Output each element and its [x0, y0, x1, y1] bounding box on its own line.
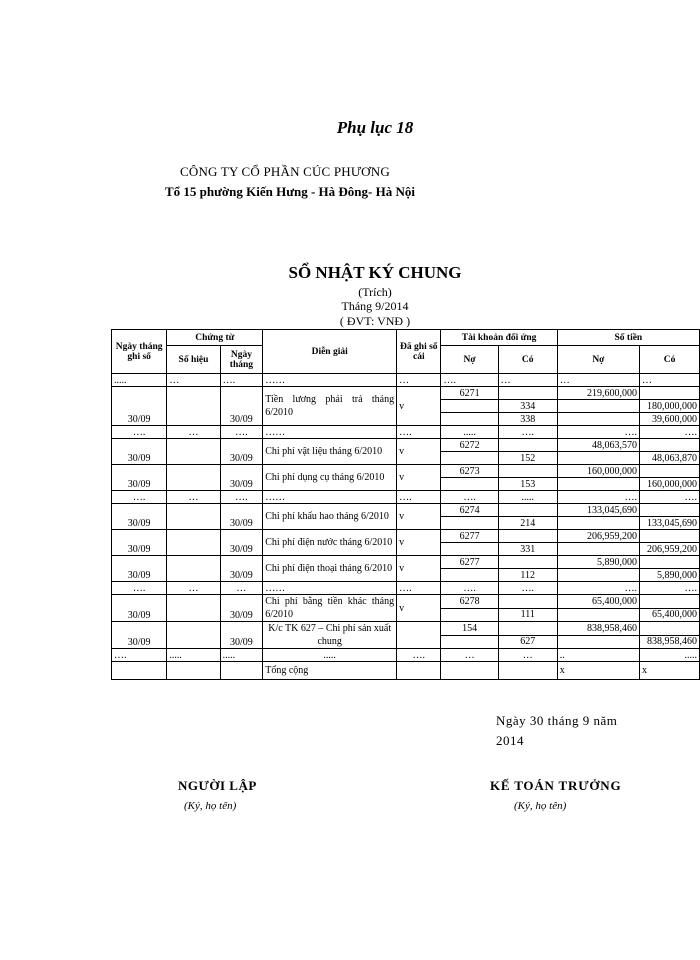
- cell-dots: ….: [397, 491, 441, 504]
- cell-dots: ……: [263, 582, 397, 595]
- cell-dots: ……: [263, 491, 397, 504]
- cell-dots: …: [220, 582, 263, 595]
- cell-credit-amount: 5,890,000: [640, 569, 700, 582]
- cell-date: 30/09: [112, 387, 167, 426]
- cell-dots: ….: [557, 426, 639, 439]
- header-record-date: Ngày tháng ghi sổ: [112, 330, 167, 374]
- cell-posted: v: [397, 465, 441, 491]
- cell-posted: v: [397, 439, 441, 465]
- cell-dots: ….: [220, 491, 263, 504]
- cell-dots: ….: [498, 582, 557, 595]
- header-voucher: Chứng từ: [167, 330, 263, 346]
- cell-posted: v: [397, 595, 441, 622]
- header-credit-amount: Có: [640, 346, 700, 374]
- table-row: [112, 465, 700, 478]
- table-row-total: [112, 662, 700, 680]
- cell-credit-account: 331: [498, 543, 557, 556]
- cell-dots: ….: [112, 491, 167, 504]
- table-row: [112, 530, 700, 543]
- cell-debit-account: 6277: [441, 530, 498, 543]
- cell-debit-amount: 219,600,000: [557, 387, 639, 400]
- cell-credit-amount: 180,000,000: [640, 400, 700, 413]
- total-debit-mark: x: [557, 662, 639, 680]
- cell-date: 30/09: [112, 530, 167, 556]
- company-name: CÔNG TY CỔ PHẦN CÚC PHƯƠNG: [180, 164, 390, 179]
- cell-voucher-date: 30/09: [220, 387, 263, 426]
- cell-dots: ….: [498, 426, 557, 439]
- cell-dots: ….: [397, 649, 441, 662]
- cell-date: 30/09: [112, 622, 167, 649]
- cell-credit-amount: 206,959,200: [640, 543, 700, 556]
- cell-credit-amount: 39,600,000: [640, 413, 700, 426]
- header-credit-account: Có: [498, 346, 557, 374]
- table-row: [112, 622, 700, 636]
- cell-date: 30/09: [112, 504, 167, 530]
- cell-credit-amount: 133,045,690: [640, 517, 700, 530]
- cell-credit-account: 112: [498, 569, 557, 582]
- cell-dots: ….: [397, 582, 441, 595]
- cell-dots: ……: [263, 374, 397, 387]
- table-row: [112, 491, 700, 504]
- cell-debit-account: 6278: [441, 595, 498, 609]
- cell-dots: …: [167, 374, 220, 387]
- cell-posted: v: [397, 387, 441, 426]
- cell-voucher-date: 30/09: [220, 530, 263, 556]
- company-address: Tổ 15 phường Kiến Hưng - Hà Đông- Hà Nội: [165, 184, 415, 199]
- cell-date: 30/09: [112, 439, 167, 465]
- cell-debit-amount: 65,400,000: [557, 595, 639, 609]
- table-row: [112, 426, 700, 439]
- cell-dots: ..: [557, 649, 639, 662]
- cell-dots: ….: [397, 426, 441, 439]
- cell-credit-account: 152: [498, 452, 557, 465]
- cell-credit-amount: 160,000,000: [640, 478, 700, 491]
- cell-dots: .....: [441, 426, 498, 439]
- chief-accountant-title: KẾ TOÁN TRƯỞNG: [490, 778, 622, 793]
- signature-date: Ngày 30 tháng 9 năm 2014: [496, 713, 618, 748]
- cell-voucher-date: 30/09: [220, 556, 263, 582]
- cell-dots: ….: [441, 582, 498, 595]
- cell-dots: ….: [557, 582, 639, 595]
- cell-voucher-date: 30/09: [220, 595, 263, 622]
- cell-dots: ….: [640, 426, 700, 439]
- cell-debit-amount: 160,000,000: [557, 465, 639, 478]
- cell-voucher-date: 30/09: [220, 622, 263, 649]
- cell-posted: v: [397, 504, 441, 530]
- header-debit-account: Nợ: [441, 346, 498, 374]
- cell-debit-amount: 838,958,460: [557, 622, 639, 636]
- table-row: [112, 374, 700, 387]
- cell-dots: …: [441, 649, 498, 662]
- cell-description: Chi phí điện nước tháng 6/2010: [263, 530, 397, 556]
- document-title: SỔ NHẬT KÝ CHUNG: [288, 263, 462, 282]
- cell-dots: .....: [263, 649, 397, 662]
- cell-debit-account: 6274: [441, 504, 498, 517]
- preparer-title: NGƯỜI LẬP: [178, 778, 257, 793]
- cell-dots: …: [498, 649, 557, 662]
- cell-description: Chi phí bằng tiền khác tháng 6/2010: [263, 595, 397, 622]
- cell-debit-amount: 48,063,570: [557, 439, 639, 452]
- table-row: [112, 595, 700, 609]
- table-row: [112, 556, 700, 569]
- appendix-title: Phụ lục 18: [336, 118, 414, 137]
- cell-debit-account: 6272: [441, 439, 498, 452]
- cell-voucher-date: 30/09: [220, 504, 263, 530]
- table-row: [112, 439, 700, 452]
- total-label: Tổng cộng: [263, 662, 397, 680]
- total-credit-mark: x: [640, 662, 700, 680]
- table-row: [112, 387, 700, 400]
- cell-dots: ….: [112, 582, 167, 595]
- cell-dots: ….: [112, 649, 167, 662]
- cell-debit-account: 6277: [441, 556, 498, 569]
- chief-sign-note: (Ký, họ tên): [514, 800, 567, 812]
- cell-dots: …: [167, 491, 220, 504]
- document-subtitle: (Trích): [358, 285, 392, 299]
- cell-dots: …: [167, 582, 220, 595]
- header-accounts: Tài khoản đối ứng: [441, 330, 557, 346]
- cell-dots: …: [640, 374, 700, 387]
- cell-dots: ….: [640, 582, 700, 595]
- cell-debit-amount: 206,959,200: [557, 530, 639, 543]
- cell-credit-account: 111: [498, 608, 557, 622]
- currency-unit: ( ĐVT: VNĐ ): [339, 314, 411, 328]
- cell-dots: ….: [557, 491, 639, 504]
- cell-dots: .....: [220, 649, 263, 662]
- header-amount: Số tiền: [557, 330, 699, 346]
- cell-credit-amount: 48,063,870: [640, 452, 700, 465]
- cell-credit-account: 627: [498, 635, 557, 649]
- header-posted: Đã ghi sổ cái: [397, 330, 441, 374]
- cell-dots: .....: [498, 491, 557, 504]
- cell-description: Tiền lương phải trả tháng 6/2010: [263, 387, 397, 426]
- cell-description: Chi phí điện thoại tháng 6/2010: [263, 556, 397, 582]
- cell-debit-amount: 5,890,000: [557, 556, 639, 569]
- cell-dots: .....: [112, 374, 167, 387]
- cell-credit-amount: 65,400,000: [640, 608, 700, 622]
- cell-description: K/c TK 627 – Chi phí sản xuất chung: [263, 622, 397, 649]
- cell-debit-account: 154: [441, 622, 498, 636]
- cell-posted: v: [397, 556, 441, 582]
- cell-dots: ….: [112, 426, 167, 439]
- cell-dots: ….: [441, 374, 498, 387]
- cell-credit-account: 214: [498, 517, 557, 530]
- cell-dots: ….: [441, 491, 498, 504]
- table-row: [112, 504, 700, 517]
- cell-dots: ….: [220, 426, 263, 439]
- cell-dots: …: [397, 374, 441, 387]
- cell-dots: …: [557, 374, 639, 387]
- preparer-sign-note: (Ký, họ tên): [184, 800, 237, 812]
- cell-debit-account: 6273: [441, 465, 498, 478]
- header-voucher-no: Số hiệu: [167, 346, 220, 374]
- table-row: [112, 649, 700, 662]
- cell-credit-account: 334: [498, 400, 557, 413]
- cell-debit-amount: 133,045,690: [557, 504, 639, 517]
- header-voucher-date: Ngày tháng: [220, 346, 263, 374]
- cell-dots: ….: [220, 374, 263, 387]
- cell-dots: …: [498, 374, 557, 387]
- cell-date: 30/09: [112, 556, 167, 582]
- cell-credit-account: 338: [498, 413, 557, 426]
- cell-voucher-date: 30/09: [220, 465, 263, 491]
- cell-date: 30/09: [112, 465, 167, 491]
- document-period: Tháng 9/2014: [341, 299, 409, 313]
- cell-dots: .....: [640, 649, 700, 662]
- cell-description: Chi phí dụng cụ tháng 6/2010: [263, 465, 397, 491]
- cell-description: Chi phí khấu hao tháng 6/2010: [263, 504, 397, 530]
- header-description: Diễn giải: [263, 330, 397, 374]
- journal-table: [111, 329, 700, 680]
- cell-description: Chi phí vật liệu tháng 6/2010: [263, 439, 397, 465]
- cell-dots: …: [167, 426, 220, 439]
- cell-dots: ……: [263, 426, 397, 439]
- cell-posted: v: [397, 530, 441, 556]
- cell-credit-amount: 838,958,460: [640, 635, 700, 649]
- cell-debit-account: 6271: [441, 387, 498, 400]
- cell-voucher-date: 30/09: [220, 439, 263, 465]
- cell-dots: .....: [167, 649, 220, 662]
- cell-date: 30/09: [112, 595, 167, 622]
- header-debit-amount: Nợ: [557, 346, 639, 374]
- cell-credit-account: 153: [498, 478, 557, 491]
- cell-dots: ….: [640, 491, 700, 504]
- table-row: [112, 582, 700, 595]
